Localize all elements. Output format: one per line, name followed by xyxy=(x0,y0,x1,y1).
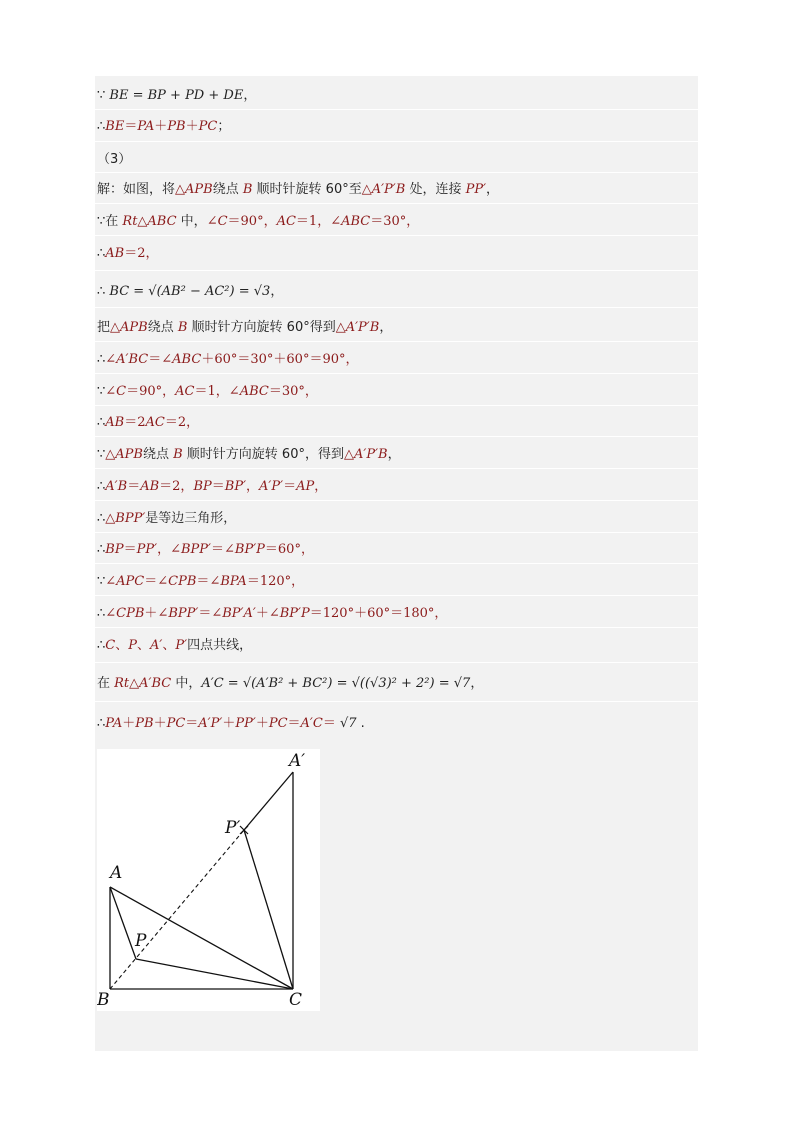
row-separator xyxy=(95,203,698,204)
line-10-segment: AC xyxy=(175,384,195,399)
line-4-segment: 解：如图，将 xyxy=(97,182,176,197)
line-17-segment: ＋ xyxy=(255,606,269,621)
solution-line-14 xyxy=(97,507,236,526)
line-20-segment: PC xyxy=(166,716,186,731)
line-15-segment: BP xyxy=(105,542,124,557)
line-10-segment: ∵ xyxy=(97,384,106,399)
line-8-segment: △A′P′B xyxy=(335,320,380,335)
solution-line-7 xyxy=(97,280,283,299)
line-6-segment: ∴ xyxy=(97,246,106,261)
line-13-segment: ＝ xyxy=(211,479,225,494)
line-20-segment: ＋ xyxy=(222,716,236,731)
solution-line-1 xyxy=(97,84,256,103)
line-4-segment: ， xyxy=(486,182,500,197)
line-10-segment: ＝1， xyxy=(194,384,229,399)
line-13-segment: ＝ xyxy=(283,479,297,494)
line-16-segment: ∵ xyxy=(97,574,106,589)
line-20-segment: √7 xyxy=(335,716,357,731)
line-5-segment: ＝90°， xyxy=(227,214,277,229)
line-18-segment: C xyxy=(105,638,116,653)
line-17-segment: ＋ xyxy=(144,606,158,621)
label-C: C xyxy=(289,990,303,1010)
line-9-segment: ＋60°＝30°＋60°＝90°， xyxy=(201,352,359,367)
line-8-segment: 把 xyxy=(97,320,111,335)
line-4-segment: 处，连接 xyxy=(405,182,466,197)
line-18-segment: ∴ xyxy=(97,638,106,653)
line-15-segment: PP′ xyxy=(136,542,158,557)
line-5-segment: ＝30°， xyxy=(370,214,420,229)
line-16-segment: ∠BPA xyxy=(209,574,247,589)
line-2-segment: ∴ xyxy=(97,119,106,134)
line-14-segment: △BPP′ xyxy=(105,511,146,526)
line-4-segment: 顺时针旋转 60°至 xyxy=(252,182,362,197)
line-17-segment: ∠BPP′ xyxy=(157,606,199,621)
line-18-segment: 、 xyxy=(137,638,151,653)
line-13-segment: A′P′ xyxy=(259,479,284,494)
line-13-segment: ， xyxy=(246,479,260,494)
line-5-segment: Rt△ABC xyxy=(122,214,177,229)
line-17-segment: ∠BP′A′ xyxy=(211,606,256,621)
line-18-segment: 四点共线， xyxy=(187,638,253,653)
line-5-segment: AC xyxy=(276,214,296,229)
line-2-segment: ＋ xyxy=(154,119,168,134)
line-9-segment: ∠ABC xyxy=(161,352,202,367)
line-8-segment: 绕点 xyxy=(147,320,178,335)
label-P: P xyxy=(135,931,147,951)
line-13-segment: ， xyxy=(314,479,328,494)
line-2-segment: ＋ xyxy=(185,119,199,134)
line-9-segment: ∠A′BC xyxy=(105,352,149,367)
line-7-segment: BC = √(AB² − AC²) = √3 xyxy=(109,284,271,299)
line-1-segment: ∵ xyxy=(97,88,110,103)
geometry-figure xyxy=(97,749,320,1011)
solution-line-4 xyxy=(97,178,499,197)
line-13-segment: ＝ xyxy=(127,479,141,494)
line-15-segment: ∴ xyxy=(97,542,106,557)
line-12-segment: △A′P′B xyxy=(343,447,388,462)
solution-line-15 xyxy=(97,538,314,557)
line-4-segment: △A′P′B xyxy=(361,182,406,197)
line-12-segment: ， xyxy=(387,447,401,462)
line-17-segment: ＝ xyxy=(198,606,212,621)
line-15-segment: ＝ xyxy=(123,542,137,557)
solution-line-3 xyxy=(97,148,131,167)
line-18-segment: P xyxy=(128,638,137,653)
line-20-segment: A′P′ xyxy=(198,716,223,731)
line-14-segment: 是等边三角形， xyxy=(145,511,237,526)
solution-line-16 xyxy=(97,570,304,589)
line-13-segment: BP′ xyxy=(224,479,247,494)
line-16-segment: ＝120°， xyxy=(246,574,305,589)
solution-line-11 xyxy=(97,411,199,430)
line-20-segment: ∴ xyxy=(97,716,106,731)
line-7-segment: ∴ xyxy=(97,284,110,299)
row-separator xyxy=(95,373,698,374)
line-12-segment: 绕点 xyxy=(142,447,174,462)
row-separator xyxy=(95,436,698,437)
line-18-segment: A′ xyxy=(150,638,163,653)
line-20-segment: ＋ xyxy=(255,716,269,731)
line-20-segment: PC xyxy=(268,716,288,731)
solution-line-19 xyxy=(97,672,483,691)
line-20-segment: A′C xyxy=(300,716,323,731)
line-10-segment: ＝30°， xyxy=(268,384,318,399)
row-separator xyxy=(95,109,698,110)
solution-line-18 xyxy=(97,634,252,653)
line-5-segment: 中， xyxy=(176,214,207,229)
line-10-segment: ＝90°， xyxy=(126,384,176,399)
line-4-segment: B xyxy=(242,182,253,197)
line-9-segment: ∴ xyxy=(97,352,106,367)
row-separator xyxy=(95,172,698,173)
label-P-prime: P′ xyxy=(225,818,241,838)
rotation-diagram xyxy=(97,749,320,1011)
line-20-segment: ＝ xyxy=(287,716,301,731)
line-8-segment: △APB xyxy=(110,320,148,335)
line-5-segment: ＝1， xyxy=(295,214,331,229)
row-separator xyxy=(95,701,698,702)
row-separator xyxy=(95,405,698,406)
line-13-segment: A′B xyxy=(105,479,128,494)
row-separator xyxy=(95,662,698,663)
line-2-segment: ＝ xyxy=(124,119,138,134)
line-11-segment: AC xyxy=(145,415,165,430)
row-separator xyxy=(95,341,698,342)
line-6-segment: AB xyxy=(105,246,125,261)
line-20-segment: ＋ xyxy=(122,716,136,731)
segment-A-prime-P-prime xyxy=(244,772,293,830)
line-2-segment: BE xyxy=(105,119,125,134)
line-20-segment: PB xyxy=(135,716,154,731)
line-1-segment: ， xyxy=(243,88,257,103)
line-4-segment: 绕点 xyxy=(212,182,243,197)
line-17-segment: ＝120°＋60°＝180°， xyxy=(309,606,448,621)
row-separator xyxy=(95,595,698,596)
line-15-segment: ＝ xyxy=(210,542,224,557)
row-separator xyxy=(95,270,698,271)
line-12-segment: ∵ xyxy=(97,447,106,462)
line-7-segment: ， xyxy=(270,284,284,299)
line-13-segment: ∴ xyxy=(97,479,106,494)
line-8-segment: ， xyxy=(379,320,393,335)
line-11-segment: ＝2 xyxy=(124,415,146,430)
line-20-segment: PP′ xyxy=(235,716,256,731)
line-15-segment: ， xyxy=(157,542,171,557)
line-17-segment: ∴ xyxy=(97,606,106,621)
line-13-segment: ＝2， xyxy=(159,479,194,494)
line-15-segment: ∠BPP′ xyxy=(170,542,211,557)
line-15-segment: ∠BP′P xyxy=(224,542,265,557)
solution-line-5 xyxy=(97,210,419,229)
line-11-segment: AB xyxy=(105,415,125,430)
line-16-segment: ＝ xyxy=(144,574,158,589)
line-20-segment: ＝ xyxy=(322,716,336,731)
line-13-segment: AB xyxy=(140,479,160,494)
line-14-segment: ∴ xyxy=(97,511,106,526)
line-15-segment: ＝60°， xyxy=(264,542,314,557)
point-P-prime-marker xyxy=(240,826,248,834)
line-20-segment: ＝ xyxy=(185,716,199,731)
line-19-segment: 在 xyxy=(97,676,115,691)
solution-line-10 xyxy=(97,380,318,399)
row-separator xyxy=(95,468,698,469)
line-18-segment: 、 xyxy=(115,638,129,653)
line-16-segment: ＝ xyxy=(196,574,210,589)
line-13-segment: BP xyxy=(193,479,212,494)
solution-line-8 xyxy=(97,316,392,335)
line-3-segment: （3） xyxy=(97,152,132,167)
label-B: B xyxy=(97,990,110,1010)
line-5-segment: ∠ABC xyxy=(330,214,371,229)
line-13-segment: AP xyxy=(296,479,315,494)
line-6-segment: ＝2， xyxy=(124,246,159,261)
solution-line-17 xyxy=(97,602,447,621)
solution-line-13 xyxy=(97,475,327,494)
line-2-segment: PC xyxy=(198,119,218,134)
row-separator xyxy=(95,235,698,236)
line-16-segment: ∠APC xyxy=(105,574,145,589)
solution-line-9 xyxy=(97,348,358,367)
line-19-segment: 中， xyxy=(171,676,202,691)
line-8-segment: B xyxy=(177,320,188,335)
label-A: A xyxy=(110,863,123,883)
row-separator xyxy=(95,532,698,533)
solution-line-2 xyxy=(97,115,230,134)
solution-line-12 xyxy=(97,443,401,462)
line-19-segment: A′C = √(A′B² + BC²) = √((√3)² + 2²) = √7 xyxy=(201,676,471,691)
line-9-segment: ＝ xyxy=(148,352,162,367)
line-20-segment: PA xyxy=(105,716,123,731)
line-17-segment: ∠CPB xyxy=(105,606,145,621)
line-10-segment: ∠ABC xyxy=(228,384,269,399)
line-2-segment: ； xyxy=(217,119,231,134)
solution-line-6 xyxy=(97,242,159,261)
line-18-segment: P′ xyxy=(175,638,188,653)
line-18-segment: 、 xyxy=(162,638,176,653)
line-20-segment: ＋ xyxy=(153,716,167,731)
line-12-segment: 顺时针方向旋转 60°，得到 xyxy=(182,447,344,462)
line-1-segment: BE = BP + PD + DE xyxy=(109,88,244,103)
segment-PC xyxy=(136,959,293,989)
line-8-segment: 顺时针方向旋转 60°得到 xyxy=(187,320,336,335)
line-20-segment: . xyxy=(356,716,365,731)
line-11-segment: ∴ xyxy=(97,415,106,430)
line-12-segment: B xyxy=(173,447,183,462)
line-10-segment: ∠C xyxy=(105,384,127,399)
segment-B-P-prime-dashed xyxy=(110,830,244,989)
line-11-segment: ＝2， xyxy=(164,415,200,430)
line-2-segment: PB xyxy=(167,119,186,134)
line-17-segment: ∠BP′P xyxy=(268,606,310,621)
row-separator xyxy=(95,307,698,308)
line-5-segment: ∵在 xyxy=(97,214,123,229)
line-4-segment: PP′ xyxy=(465,182,487,197)
line-12-segment: △APB xyxy=(105,447,143,462)
line-16-segment: ∠CPB xyxy=(157,574,197,589)
solution-line-20 xyxy=(97,712,365,731)
label-A-prime: A′ xyxy=(289,751,306,771)
line-19-segment: ， xyxy=(470,676,484,691)
segment-AP xyxy=(110,887,136,959)
line-4-segment: △APB xyxy=(175,182,213,197)
line-19-segment: Rt△A′BC xyxy=(114,676,172,691)
line-5-segment: ∠C xyxy=(206,214,228,229)
line-2-segment: PA xyxy=(137,119,155,134)
row-separator xyxy=(95,141,698,142)
row-separator xyxy=(95,563,698,564)
row-separator xyxy=(95,500,698,501)
row-separator xyxy=(95,627,698,628)
